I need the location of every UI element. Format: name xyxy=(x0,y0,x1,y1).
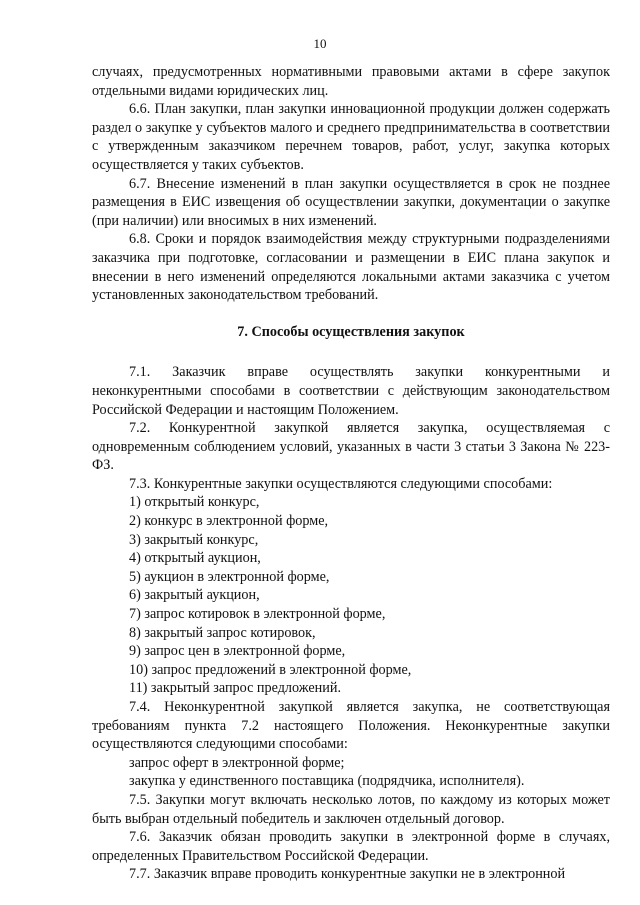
paragraph-6-8: 6.8. Сроки и порядок взаимодействия между структурными подразделениями заказчика при подготовке, согласовании и размещении в ЕИС плана закупок и внесении в него изменений определяются локальными актами заказчика с учетом установленных законодательством требований. xyxy=(92,231,610,304)
list-item: 5) аукцион в электронной форме, xyxy=(129,568,330,585)
list-item: 10) запрос предложений в электронной форме, xyxy=(129,661,412,678)
list-item: 1) открытый конкурс, xyxy=(129,494,260,511)
paragraph-6-7: 6.7. Внесение изменений в план закупки осуществляется в срок не позднее размещения в ЕИС извещения об осуществлении закупки, документации о закупке (при наличии) или вносимых в них изменений. xyxy=(92,175,610,229)
list-item: запрос оферт в электронной форме; xyxy=(129,754,345,771)
list-item: 11) закрытый запрос предложений. xyxy=(129,680,341,697)
paragraph-7-7: 7.7. Заказчик вправе проводить конкурентные закупки не в электронной xyxy=(129,866,566,883)
paragraph-7-5: 7.5. Закупки могут включать несколько лотов, по каждому из которых может быть выбран отдельный победитель и заключен отдельный договор. xyxy=(92,791,610,827)
list-item: 9) запрос цен в электронной форме, xyxy=(129,643,346,660)
paragraph-6-5-continued: случаях, предусмотренных нормативными правовыми актами в сфере закупок отдельными видами юридических лиц. xyxy=(92,64,610,99)
paragraph-7-2: 7.2. Конкурентной закупкой является закупка, осуществляемая с одновременным соблюдением условий, указанных в части 3 статьи 3 Закона № 223-ФЗ. xyxy=(92,420,610,474)
paragraph-7-3: 7.3. Конкурентные закупки осуществляются следующими способами: xyxy=(129,475,553,492)
list-item: 8) закрытый запрос котировок, xyxy=(129,624,316,641)
paragraph-7-4: 7.4. Неконкурентной закупкой является закупка, не соответствующая требованиям пункта 7.2 настоящего Положения. Неконкурентные закупки осуществляются следующими способами: xyxy=(92,699,610,753)
list-item: 4) открытый аукцион, xyxy=(129,550,261,567)
list-item: 3) закрытый конкурс, xyxy=(129,531,259,548)
paragraph-7-1: 7.1. Заказчик вправе осуществлять закупки конкурентными и неконкурентными способами в соответствии с действующим законодательством Российской Федерации и настоящим Положением. xyxy=(92,364,610,418)
document-body xyxy=(92,63,610,884)
list-item: 7) запрос котировок в электронной форме, xyxy=(129,606,386,623)
list-item: закупка у единственного поставщика (подрядчика, исполнителя). xyxy=(129,773,525,790)
paragraph-6-6: 6.6. План закупки, план закупки инновационной продукции должен содержать раздел о закупке у субъектов малого и среднего предпринимательства в соответствии с утвержденным заказчиком перечнем товаров, работ, услуг, закупка которых осуществляется у таких субъектов. xyxy=(92,101,610,173)
paragraph-7-6: 7.6. Заказчик обязан проводить закупки в электронной форме в случаях, определенных Правительством Российской Федерации. xyxy=(92,829,610,864)
list-item: 2) конкурс в электронной форме, xyxy=(129,513,329,530)
section-7-heading: 7. Способы осуществления закупок xyxy=(237,323,465,340)
list-item: 6) закрытый аукцион, xyxy=(129,587,260,604)
page-number: 10 xyxy=(313,36,327,51)
